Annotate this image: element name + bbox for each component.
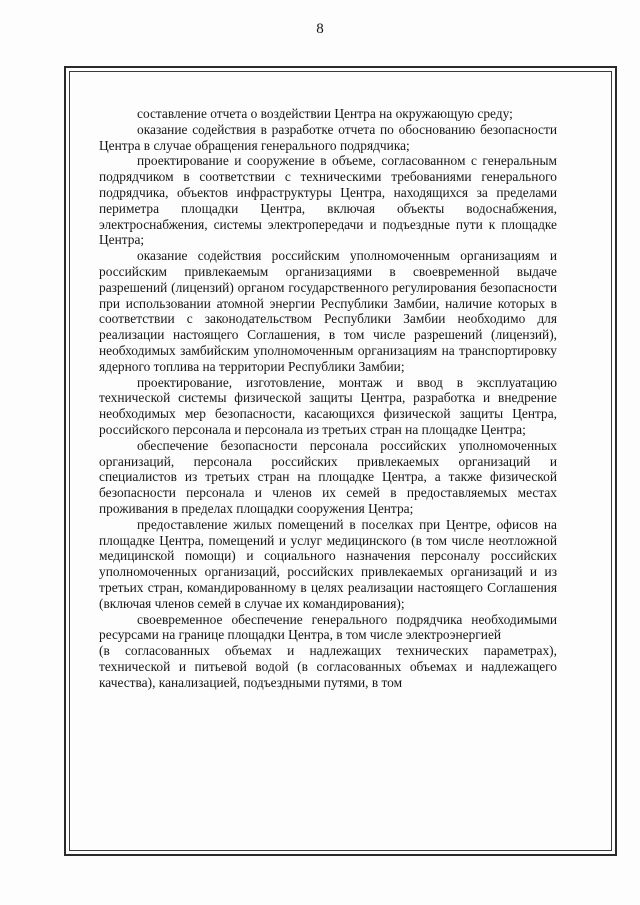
paragraph: составление отчета о воздействии Центра на окружающую среду; — [137, 106, 513, 121]
paragraph: (в согласованных объемах и надлежащих технических параметрах), технической и питьевой водой (в согласованных объемах и надлежащего качества), канализацией, подъездными путями, в том — [99, 643, 557, 690]
paragraph: проектирование и сооружение в объеме, согласованном с генеральным подрядчиком в соответствии с техническими требованиями генерального подрядчика, объектов инфраструктуры Центра, находящихся за пределами периметра площадки Центра, включая объекты водоснабжения, электроснабжения, системы электропередачи и подъездные пути к площадке Центра; — [99, 153, 557, 248]
document-body — [99, 106, 557, 690]
paragraph: своевременное обеспечение генерального подрядчика необходимыми ресурсами на границе площадки Центра, в том числе электроэнергией — [99, 611, 557, 643]
paragraph: предоставление жилых помещений в поселках при Центре, офисов на площадке Центра, помещений и услуг медицинского (в том числе неотложной медицинской помощи) и социального назначения персоналу российских уполномоченных организаций, российских привлекаемых организаций и из третьих стран, командированному в целях реализации настоящего Соглашения (включая членов семей в случае их командирования); — [99, 516, 557, 611]
paragraph: проектирование, изготовление, монтаж и ввод в эксплуатацию технической системы физической защиты Центра, разработка и внедрение необходимых мер безопасности, касающихся физической защиты Центра, российского персонала и персонала из третьих стран на площадке Центра; — [99, 374, 557, 437]
page-number: 8 — [316, 21, 324, 37]
paragraph: оказание содействия в разработке отчета по обоснованию безопасности Центра в случае обращения генерального подрядчика; — [99, 121, 557, 153]
paragraph: обеспечение безопасности персонала российских уполномоченных организаций, персонала российских привлекаемых организаций и специалистов из третьих стран на площадке Центра, а также физической безопасности персонала и членов их семей в предоставляемых местах проживания в пределах площадки сооружения Центра; — [99, 437, 557, 516]
paragraph: оказание содействия российским уполномоченным организациям и российским привлекаемым организациями в своевременной выдаче разрешений (лицензий) органом государственного регулирования безопасности при использовании атомной энергии Республики Замбии, наличие которых в соответствии с законодательством Республики Замбии необходимо для реализации настоящего Соглашения, в том числе разрешений (лицензий), необходимых замбийским уполномоченным организациям на транспортировку ядерного топлива на территории Республики Замбии; — [99, 248, 557, 374]
